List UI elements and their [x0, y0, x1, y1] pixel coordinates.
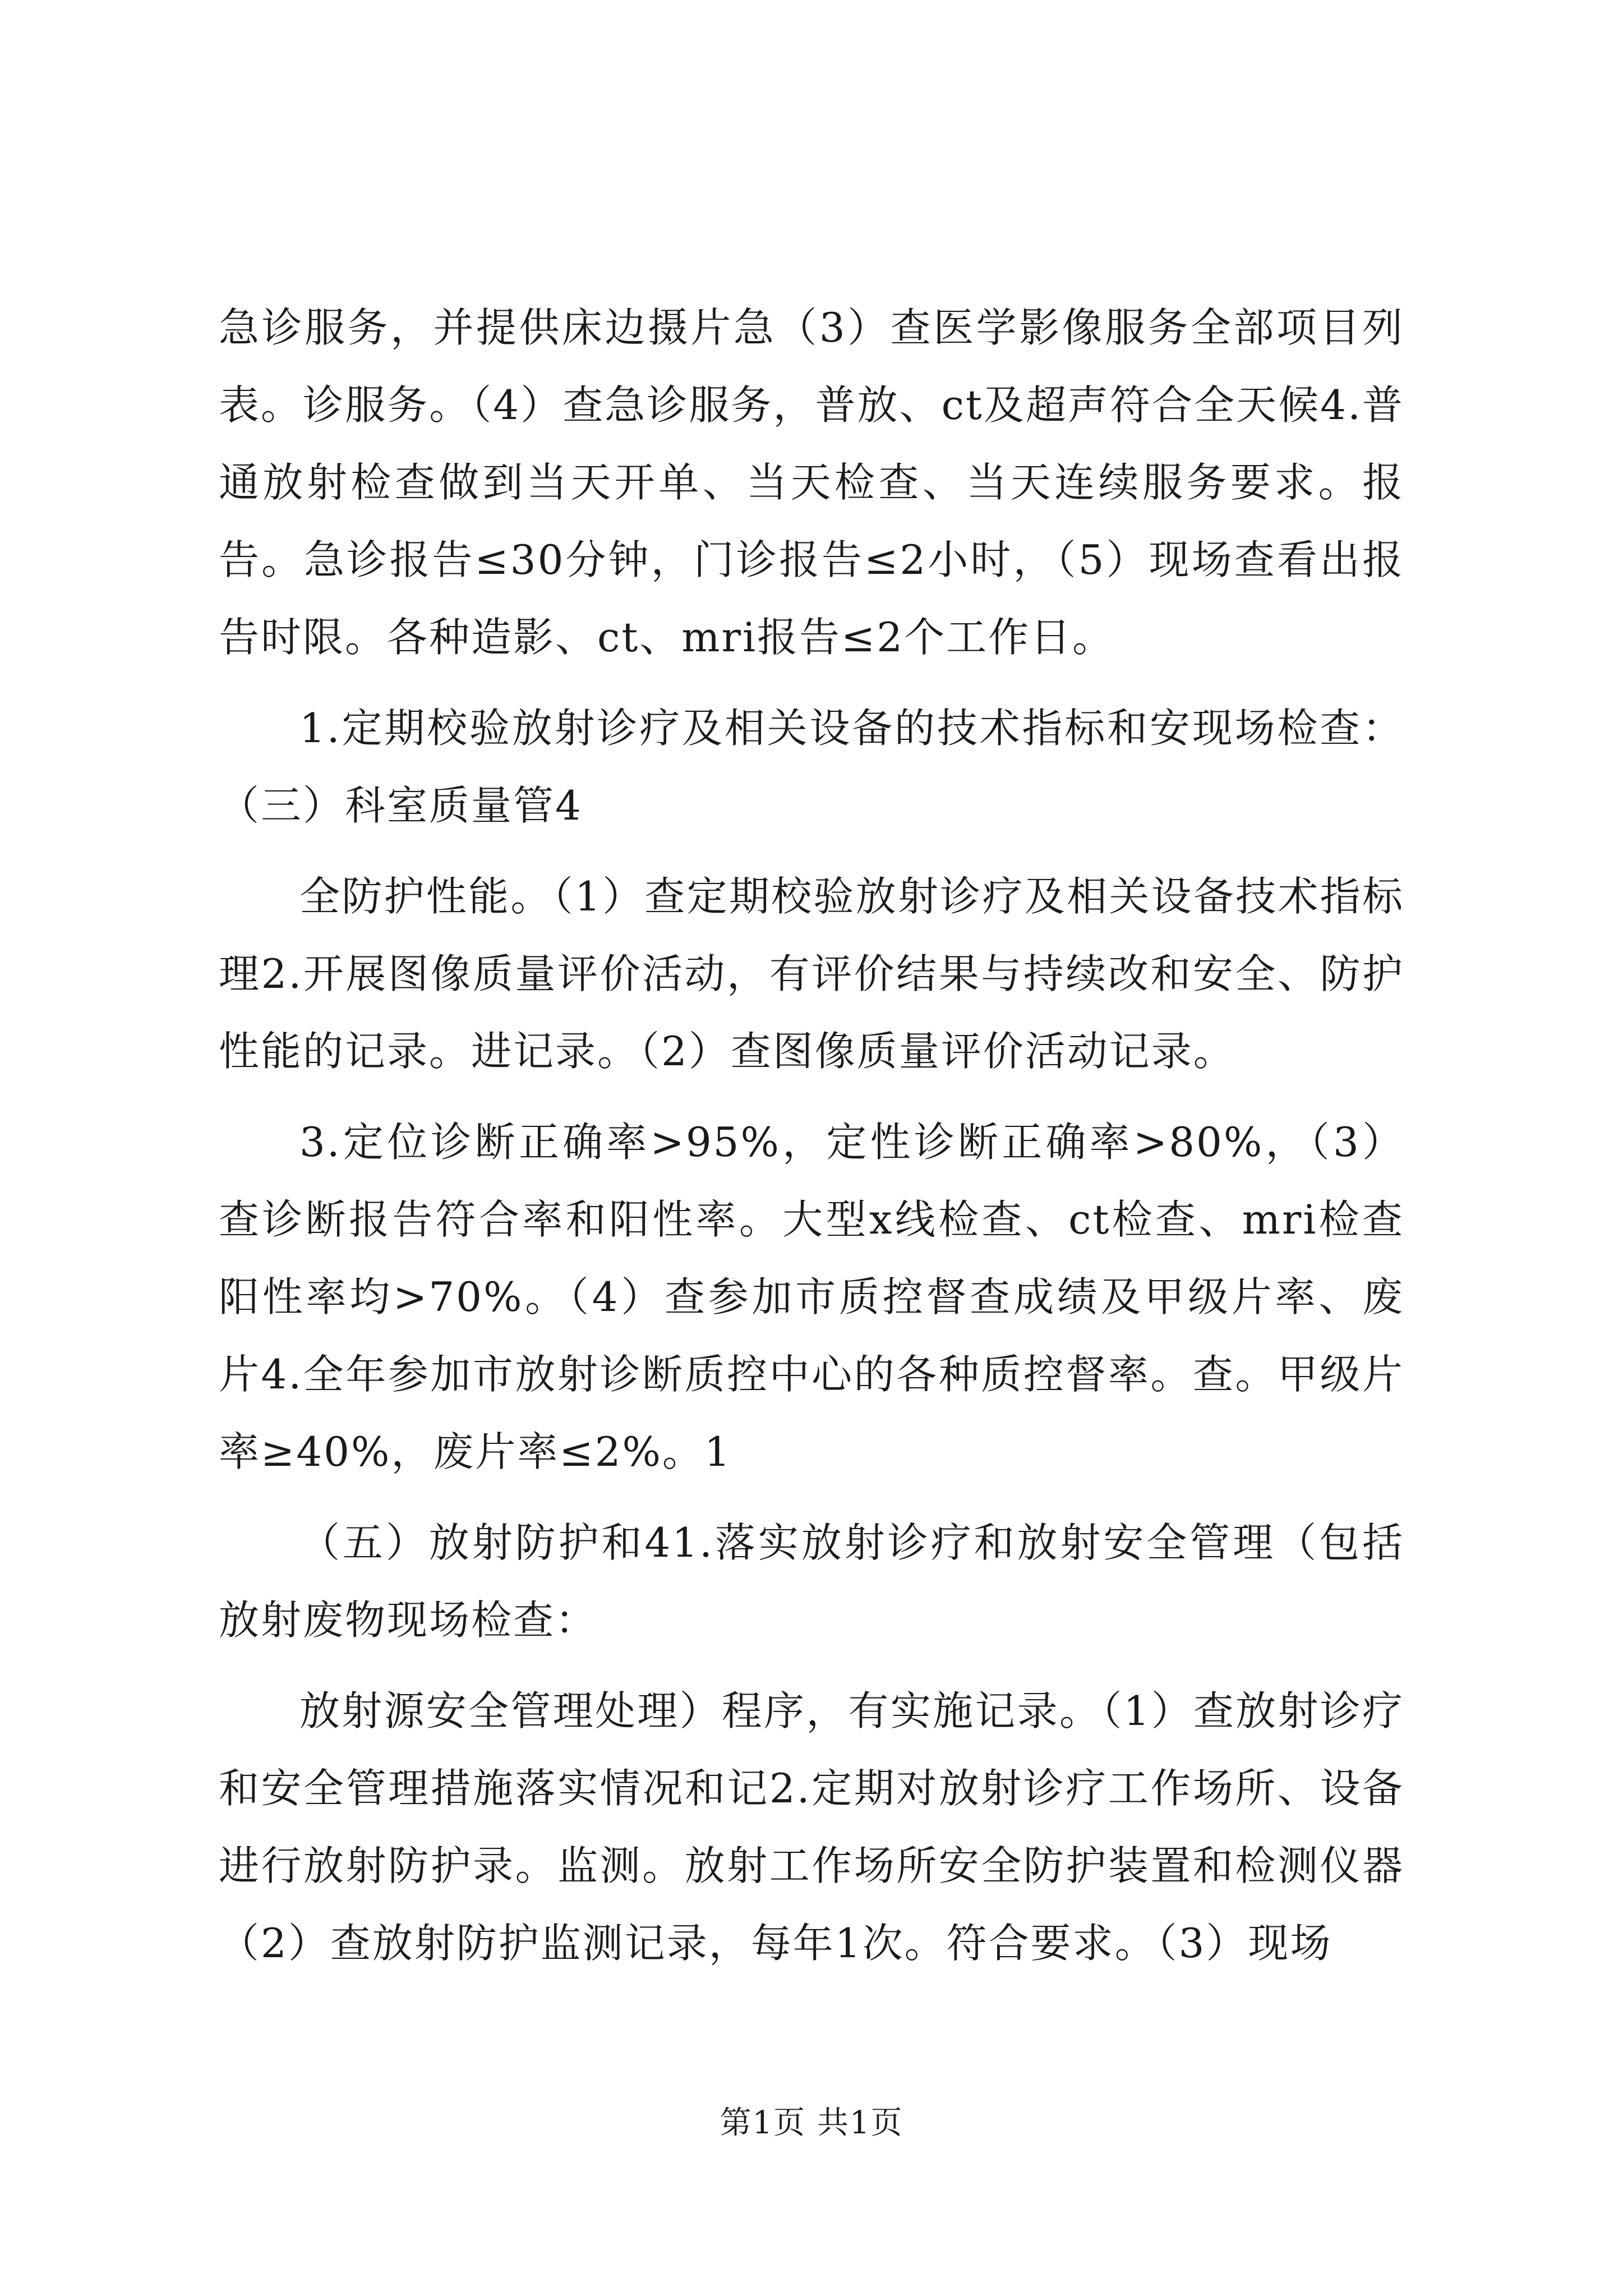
document-body	[219, 289, 1404, 1995]
paragraph-1: 急诊服务，并提供床边摄片急（3）查医学影像服务全部项目列表。诊服务。（4）查急诊服务，普放、ct及超声符合全天候4.普通放射检查做到当天开单、当天检查、当天连续服务要求。报告。急诊报告≤30分钟，门诊报告≤2小时，（5）现场查看出报告时限。各种造影、ct、mri报告≤2个工作日。	[219, 304, 1404, 661]
page-footer: 第1页 共1页	[720, 2105, 903, 2141]
paragraph-6: 放射源安全管理处理）程序，有实施记录。（1）查放射诊疗和安全管理措施落实情况和记2.定期对放射诊疗工作场所、设备进行放射防护录。监测。放射工作场所安全防护装置和检测仪器（2）查放射防护监测记录，每年1次。符合要求。（3）现场	[219, 1687, 1404, 1967]
paragraph-5: （五）放射防护和41.落实放射诊疗和放射安全管理（包括放射废物现场检查：	[219, 1519, 1404, 1644]
paragraph-2: 1.定期校验放射诊疗及相关设备的技术指标和安现场检查：（三）科室质量管4	[219, 705, 1404, 829]
paragraph-3: 全防护性能。（1）查定期校验放射诊疗及相关设备技术指标理2.开展图像质量评价活动，有评价结果与持续改和安全、防护性能的记录。进记录。（2）查图像质量评价活动记录。	[219, 873, 1404, 1075]
paragraph-4: 3.定位诊断正确率>95%，定性诊断正确率>80%，（3）查诊断报告符合率和阳性率。大型x线检查、ct检查、mri检查阳性率均>70%。（4）查参加市质控督查成绩及甲级片率、废片4.全年参加市放射诊断质控中心的各种质控督率。查。甲级片率≥40%，废片率≤2%。1	[219, 1119, 1404, 1475]
